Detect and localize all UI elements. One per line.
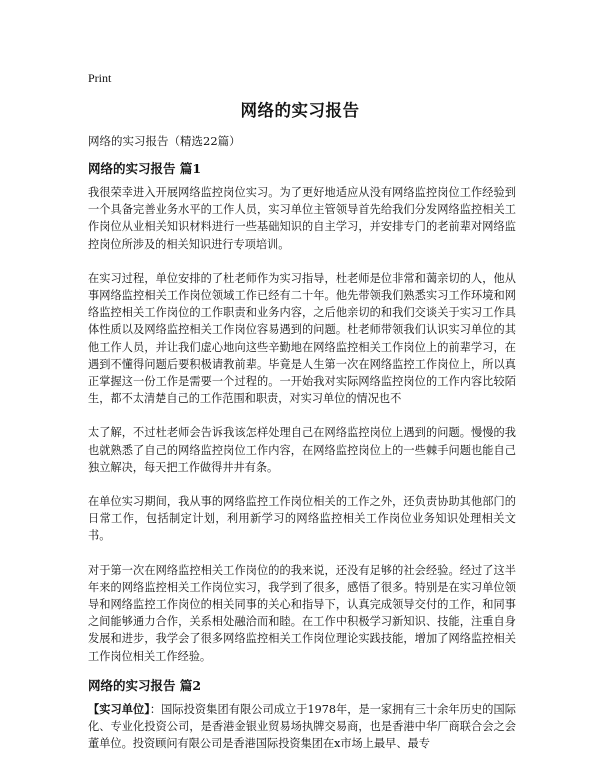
document-body: [88, 160, 516, 769]
paragraph: 我很荣幸进入开展网络监控岗位实习。为了更好地适应从没有网络监控岗位工作经验到一个具备完善业务水平的工作人员，实习单位主管领导首先给我们分发网络监控相关工作岗位从业相关知识材料进行一些基础知识的自主学习，并安排专门的老前辈对网络监控岗位所涉及的相关知识进行专项培训。: [88, 186, 516, 251]
section-label: 【实习单位】: [88, 701, 150, 716]
paragraph: 在实习过程，单位安排的了杜老师作为实习指导，杜老师是位非常和蔼亲切的人，他从事网络监控相关工作岗位领域工作已经有二十年。他先带领我们熟悉实习工作环境和网络监控相关工作岗位的工作职责和业务内容，之后他亲切的和我们交谈关于实习工作具体性质以及网络监控相关工作岗位容易遇到的问题。杜老师带领我们认识实习单位的其他工作人员，并让我们虚心地向这些辛勤地在网络监控相关工作岗位上的前辈学习，在遇到不懂得问题后要积极请教前辈。毕竟是人生第一次在网络监控工作岗位上，所以真正掌握这一份工作是需要一个过程的。一开始我对实际网络监控岗位的工作内容比较陌生，都不太清楚自己的工作范围和职责，对实习单位的情况也不: [88, 271, 516, 406]
paragraph: [88, 701, 516, 753]
print-link[interactable]: Print: [88, 71, 112, 85]
paragraph: 在单位实习期间，我从事的网络监控工作岗位相关的工作之外，还负责协助其他部门的日常工作，包括制定计划，利用新学习的网络监控相关工作岗位业务知识处理相关文书。: [88, 495, 516, 543]
paragraph: 太了解，不过杜老师会告诉我该怎样处理自己在网络监控岗位上遇到的问题。慢慢的我也就熟悉了自己的网络监控岗位工作内容，在网络监控岗位上的一些棘手问题也能自己独立解决，每天把工作做得井井有条。: [88, 426, 516, 474]
section-heading-2: 网络的实习报告 篇2: [88, 677, 202, 693]
section-heading-1: 网络的实习报告 篇1: [88, 161, 202, 176]
document-subtitle: 网络的实习报告（精选22篇）: [88, 134, 241, 148]
paragraph-text: ：国际投资集团有限公司成立于1978年，是一家拥有三十余年历史的国际化、专业化投资公司，是香港金银业贸易场执牌交易商，也是香港中华厂商联合会之会董单位。投资顾问有限公司是香港国际投资集团在x市场上最早、最专: [88, 702, 516, 751]
paragraph: 对于第一次在网络监控相关工作岗位的的我来说，还没有足够的社会经验。经过了这半年来的网络监控相关工作岗位实习，我学到了很多，感悟了很多。特别是在实习单位领导和网络监控工作岗位的相关同事的关心和指导下，认真完成领导交付的工作，和同事之间能够通力合作，关系相处融洽而和睦。在工作中积极学习新知识、技能，注重自身发展和进步，我学会了很多网络监控相关工作岗位理论实践技能，增加了网络监控相关工作岗位相关工作经验。: [88, 563, 516, 663]
document-title: 网络的实习报告: [240, 101, 360, 120]
